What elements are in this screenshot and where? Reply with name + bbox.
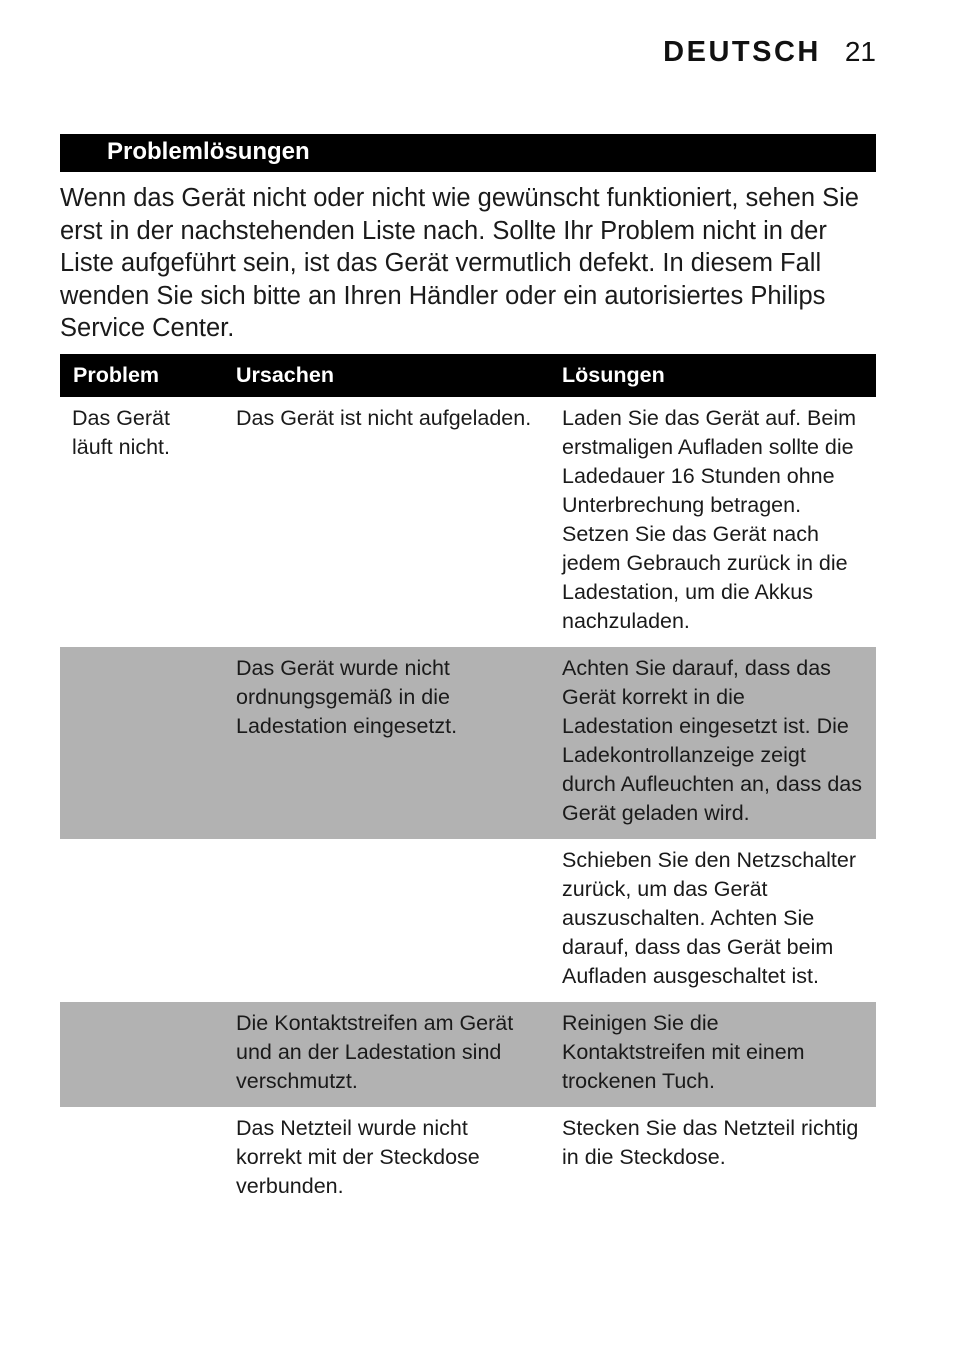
column-header-causes: Ursachen	[223, 354, 549, 397]
table-row	[60, 647, 876, 839]
cell-line: läuft nicht.	[72, 435, 170, 459]
cell-line: korrekt mit der Steckdose	[236, 1145, 480, 1169]
cell-line: Das Netzteil wurde nicht	[236, 1116, 468, 1140]
cell-line: Das Gerät ist nicht aufgeladen.	[236, 406, 532, 430]
table-row	[60, 397, 876, 647]
intro-line: Service Center.	[60, 314, 235, 342]
cell-line: Die Kontaktstreifen am Gerät	[236, 1011, 514, 1035]
cell-line: ordnungsgemäß in die	[236, 685, 450, 709]
intro-line: Wenn das Gerät nicht oder nicht wie gewünscht funktioniert, sehen Sie	[60, 184, 859, 212]
troubleshooting-table	[60, 354, 876, 1212]
cell-line: Reinigen Sie die	[562, 1011, 719, 1035]
cell-line: Aufladen ausgeschaltet ist.	[562, 964, 819, 988]
cell-line: Das Gerät	[72, 406, 170, 430]
cell-cause	[223, 1002, 549, 1107]
intro-paragraph	[60, 182, 880, 345]
cell-line: zurück, um das Gerät	[562, 877, 768, 901]
cell-line: verbunden.	[236, 1174, 344, 1198]
cell-problem	[60, 839, 223, 1002]
cell-cause	[223, 1107, 549, 1212]
cell-problem	[60, 1002, 223, 1107]
table-row	[60, 1002, 876, 1107]
page-header	[663, 36, 876, 69]
cell-line: Setzen Sie das Gerät nach	[562, 522, 819, 546]
cell-line: und an der Ladestation sind	[236, 1040, 502, 1064]
cell-line: Ladestation eingesetzt ist. Die	[562, 714, 849, 738]
cell-solution	[549, 647, 876, 839]
cell-line: Schieben Sie den Netzschalter	[562, 848, 857, 872]
cell-line: Gerät korrekt in die	[562, 685, 745, 709]
cell-cause	[223, 647, 549, 839]
cell-line: in die Steckdose.	[562, 1145, 726, 1169]
cell-line: nachzuladen.	[562, 609, 690, 633]
cell-line: Ladekontrollanzeige zeigt	[562, 743, 806, 767]
table-header-row	[60, 354, 876, 397]
cell-line: Ladestation eingesetzt.	[236, 714, 458, 738]
cell-problem	[60, 1107, 223, 1212]
cell-line: durch Aufleuchten an, dass das	[562, 772, 863, 796]
column-header-solutions: Lösungen	[549, 354, 876, 397]
cell-solution	[549, 1002, 876, 1107]
cell-solution	[549, 1107, 876, 1212]
cell-line: Stecken Sie das Netzteil richtig	[562, 1116, 859, 1140]
page-number: 21	[844, 36, 876, 67]
cell-line: darauf, dass das Gerät beim	[562, 935, 834, 959]
section-title: Problemlösungen	[60, 134, 876, 172]
cell-problem	[60, 647, 223, 839]
table-row	[60, 1107, 876, 1212]
cell-solution	[549, 839, 876, 1002]
language-label: DEUTSCH	[663, 36, 821, 68]
cell-line: Achten Sie darauf, dass das	[562, 656, 831, 680]
cell-line: Gerät geladen wird.	[562, 801, 750, 825]
cell-line: trockenen Tuch.	[562, 1069, 715, 1093]
intro-line: erst in der nachstehenden Liste nach. Sollte Ihr Problem nicht in der	[60, 216, 827, 245]
intro-line: wenden Sie sich bitte an Ihren Händler oder ein autorisiertes Philips	[60, 281, 826, 310]
cell-line: jedem Gebrauch zurück in die	[562, 551, 848, 575]
cell-line: Ladestation, um die Akkus	[562, 580, 813, 604]
cell-line: Ladedauer 16 Stunden ohne	[562, 464, 835, 488]
cell-line: Laden Sie das Gerät auf. Beim	[562, 406, 857, 430]
column-header-problem: Problem	[60, 354, 223, 397]
cell-line: Das Gerät wurde nicht	[236, 656, 450, 680]
cell-line: Kontaktstreifen mit einem	[562, 1040, 805, 1064]
cell-cause	[223, 397, 549, 647]
table-row	[60, 839, 876, 1002]
cell-line: Unterbrechung betragen.	[562, 493, 802, 517]
intro-line: Liste aufgeführt sein, ist das Gerät vermutlich defekt. In diesem Fall	[60, 249, 822, 277]
cell-line: erstmaligen Aufladen sollte die	[562, 435, 854, 459]
cell-problem	[60, 397, 223, 647]
cell-cause	[223, 839, 549, 1002]
cell-line: verschmutzt.	[236, 1069, 358, 1093]
cell-line: auszuschalten. Achten Sie	[562, 906, 815, 930]
cell-solution	[549, 397, 876, 647]
